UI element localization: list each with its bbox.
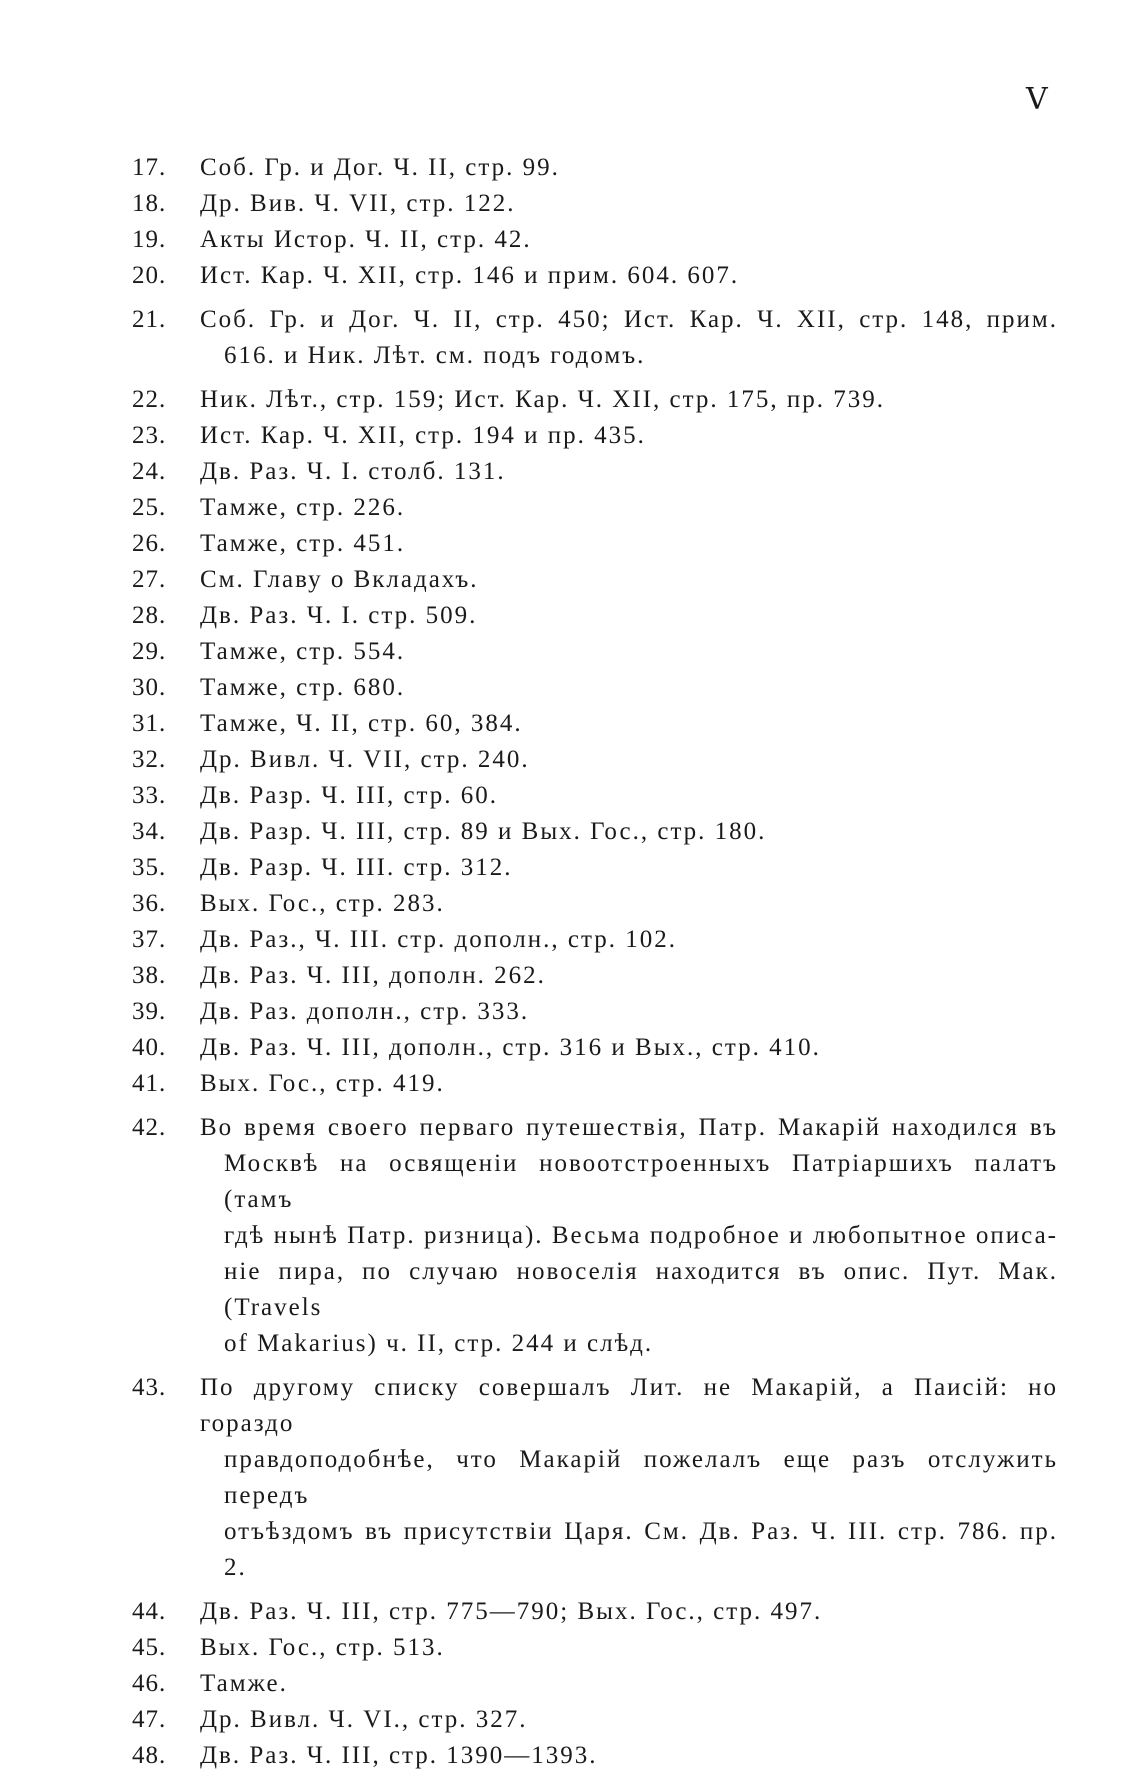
footnote-text: Ист. Кар. Ч. XII, стр. 146 и прим. 604. 607. bbox=[200, 262, 740, 289]
footnote-text: Тамже, стр. 554. bbox=[200, 638, 406, 665]
footnote bbox=[132, 850, 1058, 886]
footnote-number: 45. bbox=[132, 1634, 167, 1661]
footnote-text: Дв. Раз. Ч. III, стр. 775—790; Вых. Гос., стр. 497. bbox=[200, 1598, 823, 1625]
footnote-text: Акты Истор. Ч. II, стр. 42. bbox=[200, 226, 532, 253]
footnote bbox=[132, 670, 1058, 706]
footnote-number: 25. bbox=[132, 494, 167, 521]
footnote bbox=[132, 1066, 1058, 1102]
footnote-text: Ист. Кар. Ч. XII, стр. 194 и пр. 435. bbox=[200, 422, 646, 449]
footnote-line: Москвѣ на освященіи новоотстроенныхъ Патріаршихъ палатъ (тамъ bbox=[224, 1150, 1058, 1213]
footnote-number: 42. bbox=[132, 1114, 167, 1141]
footnote-number: 30. bbox=[132, 674, 167, 701]
footnote bbox=[132, 814, 1058, 850]
footnote-text bbox=[200, 1110, 1058, 1362]
footnote bbox=[132, 526, 1058, 562]
footnote-number: 36. bbox=[132, 890, 167, 917]
footnote-number: 46. bbox=[132, 1670, 167, 1697]
footnote-number: 20. bbox=[132, 262, 167, 289]
footnote-line: Во время своего перваго путешествія, Патр. Макарій находился въ bbox=[200, 1114, 1058, 1141]
footnote-number: 39. bbox=[132, 998, 167, 1025]
footnote-number: 41. bbox=[132, 1070, 167, 1097]
footnote-text: Тамже, стр. 680. bbox=[200, 674, 406, 701]
footnote bbox=[132, 922, 1058, 958]
footnote bbox=[132, 150, 1058, 186]
footnote-text bbox=[200, 1370, 1058, 1586]
footnote bbox=[132, 302, 1058, 374]
footnote-number: 21. bbox=[132, 306, 167, 333]
footnote bbox=[132, 598, 1058, 634]
footnote-text: См. Главу о Вкладахъ. bbox=[200, 566, 479, 593]
footnote-number: 29. bbox=[132, 638, 167, 665]
footnote-text: Дв. Разр. Ч. III, стр. 89 и Вых. Гос., стр. 180. bbox=[200, 818, 767, 845]
footnote bbox=[132, 186, 1058, 222]
footnote-text: Дв. Раз. Ч. III, дополн., стр. 316 и Вых., стр. 410. bbox=[200, 1034, 821, 1061]
footnote-number: 40. bbox=[132, 1034, 167, 1061]
footnote-text: Др. Вивл. Ч. VI., стр. 327. bbox=[200, 1706, 528, 1733]
footnote bbox=[132, 258, 1058, 294]
footnote bbox=[132, 490, 1058, 526]
footnote-number: 24. bbox=[132, 458, 167, 485]
footnote-text: Дв. Раз. Ч. I. столб. 131. bbox=[200, 458, 506, 485]
footnote bbox=[132, 994, 1058, 1030]
footnote bbox=[132, 958, 1058, 994]
footnote-number: 47. bbox=[132, 1706, 167, 1733]
footnote bbox=[132, 778, 1058, 814]
footnote-text: Дв. Раз. Ч. III, дополн. 262. bbox=[200, 962, 546, 989]
footnote-number: 48. bbox=[132, 1742, 167, 1769]
footnote-number: 34. bbox=[132, 818, 167, 845]
footnote bbox=[132, 1738, 1058, 1774]
footnote-number: 19. bbox=[132, 226, 167, 253]
footnote bbox=[132, 454, 1058, 490]
footnote-line: правдоподобнѣе, что Макарій пожелалъ еще разъ отслужить передъ bbox=[224, 1446, 1058, 1509]
footnote-text: Дв. Раз. дополн., стр. 333. bbox=[200, 998, 530, 1025]
footnote-line: ніе пира, по случаю новоселія находится въ опис. Пут. Мак. (Travels bbox=[224, 1258, 1058, 1321]
footnote-text: Др. Вивл. Ч. VII, стр. 240. bbox=[200, 746, 530, 773]
footnote bbox=[132, 1030, 1058, 1066]
footnote-text: Тамже, стр. 226. bbox=[200, 494, 406, 521]
footnote-number: 27. bbox=[132, 566, 167, 593]
footnote bbox=[132, 1594, 1058, 1630]
footnote-text: Соб. Гр. и Дог. Ч. II, стр. 99. bbox=[200, 154, 560, 181]
footnote-line: of Makarius) ч. II, стр. 244 и слѣд. bbox=[224, 1330, 654, 1357]
footnote-text bbox=[200, 302, 1058, 374]
footnote-text: Тамже, Ч. II, стр. 60, 384. bbox=[200, 710, 523, 737]
footnote bbox=[132, 1666, 1058, 1702]
footnote-line: 616. и Ник. Лѣт. см. подъ годомъ. bbox=[224, 342, 646, 369]
footnote-number: 32. bbox=[132, 746, 167, 773]
footnote-number: 17. bbox=[132, 154, 167, 181]
footnote bbox=[132, 382, 1058, 418]
footnote bbox=[132, 222, 1058, 258]
footnote-number: 18. bbox=[132, 190, 167, 217]
footnote-text: Дв. Раз. Ч. I. стр. 509. bbox=[200, 602, 478, 629]
footnote bbox=[132, 1630, 1058, 1666]
page-number: V bbox=[1026, 82, 1049, 117]
footnote-number: 31. bbox=[132, 710, 167, 737]
footnote-number: 23. bbox=[132, 422, 167, 449]
footnote-text: Дв. Разр. Ч. III. стр. 312. bbox=[200, 854, 513, 881]
footnote-text: Тамже. bbox=[200, 1670, 288, 1697]
footnote-text: Вых. Гос., стр. 419. bbox=[200, 1070, 445, 1097]
footnote bbox=[132, 418, 1058, 454]
footnote-list bbox=[132, 150, 1058, 1774]
footnote-line: гдѣ нынѣ Патр. ризница). Весьма подробное и любопытное описа- bbox=[224, 1222, 1058, 1249]
footnote bbox=[132, 1110, 1058, 1362]
footnote-text: Дв. Раз., Ч. III. стр. дополн., стр. 102. bbox=[200, 926, 677, 953]
footnote-line: По другому списку совершалъ Лит. не Макарій, а Паисій: но гораздо bbox=[200, 1374, 1058, 1437]
footnote bbox=[132, 562, 1058, 598]
footnote-line: Соб. Гр. и Дог. Ч. II, стр. 450; Ист. Кар. Ч. XII, стр. 148, прим. bbox=[200, 306, 1058, 333]
footnote-text: Тамже, стр. 451. bbox=[200, 530, 406, 557]
footnote-text: Др. Вив. Ч. VII, стр. 122. bbox=[200, 190, 516, 217]
footnote-text: Вых. Гос., стр. 283. bbox=[200, 890, 445, 917]
footnote-number: 26. bbox=[132, 530, 167, 557]
footnote-number: 38. bbox=[132, 962, 167, 989]
footnote bbox=[132, 1702, 1058, 1738]
footnote-number: 44. bbox=[132, 1598, 167, 1625]
footnote-number: 35. bbox=[132, 854, 167, 881]
footnote-number: 22. bbox=[132, 386, 167, 413]
footnote-text: Ник. Лѣт., стр. 159; Ист. Кар. Ч. XII, стр. 175, пр. 739. bbox=[200, 386, 885, 413]
footnote-line: отъѣздомъ въ присутствіи Царя. См. Дв. Раз. Ч. III. стр. 786. пр. 2. bbox=[224, 1518, 1058, 1581]
footnote-text: Вых. Гос., стр. 513. bbox=[200, 1634, 445, 1661]
footnote-number: 37. bbox=[132, 926, 167, 953]
footnote-text: Дв. Разр. Ч. III, стр. 60. bbox=[200, 782, 499, 809]
footnote bbox=[132, 634, 1058, 670]
footnote-number: 43. bbox=[132, 1374, 167, 1401]
footnote bbox=[132, 706, 1058, 742]
footnote-number: 33. bbox=[132, 782, 167, 809]
footnote-number: 28. bbox=[132, 602, 167, 629]
footnote bbox=[132, 886, 1058, 922]
footnote bbox=[132, 1370, 1058, 1586]
footnote bbox=[132, 742, 1058, 778]
footnote-text: Дв. Раз. Ч. III, стр. 1390—1393. bbox=[200, 1742, 598, 1769]
